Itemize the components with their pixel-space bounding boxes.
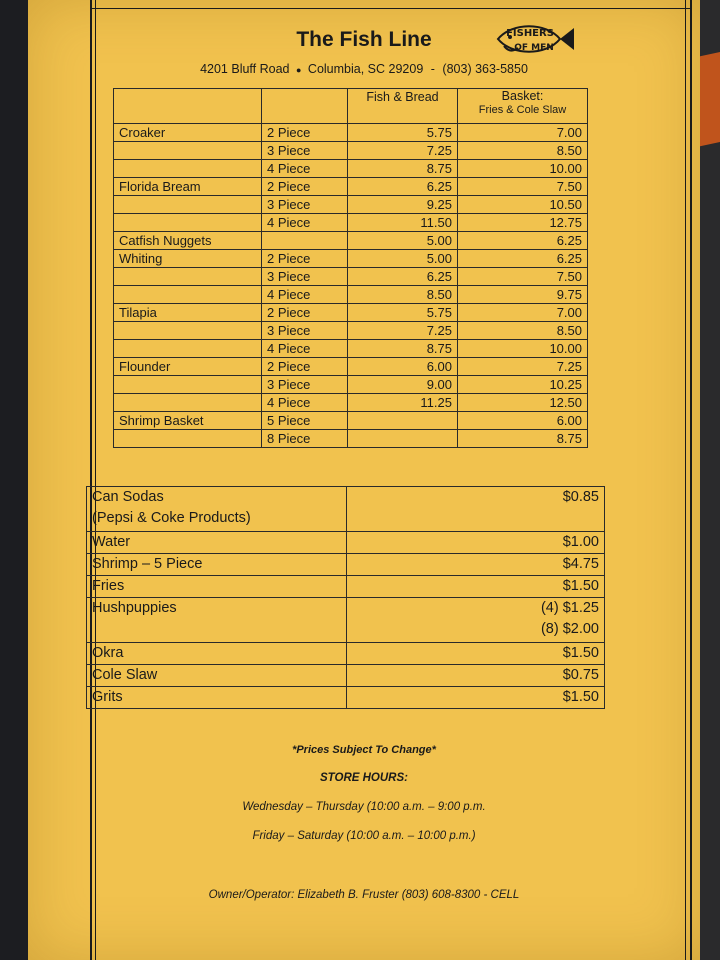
fish-name [114,268,262,286]
store-hours-weekend: Friday – Saturday (10:00 a.m. – 10:00 p.m.) [252,830,476,842]
basket-price: 7.00 [458,124,588,142]
fish-bread-price [348,430,458,448]
fish-bread-price: 5.75 [348,304,458,322]
side-item-row [87,554,605,576]
fish-row [114,322,588,340]
fish-name [114,142,262,160]
owner-contact: Owner/Operator: Elizabeth B. Fruster (803) 608-8300 - CELL [208,889,520,901]
fish-bread-price: 8.75 [348,340,458,358]
piece-count: 4 Piece [262,286,348,304]
fish-price-table [113,88,588,448]
side-item-price [347,554,605,576]
fish-name [114,286,262,304]
fish-bread-price: 5.75 [348,124,458,142]
piece-count: 3 Piece [262,142,348,160]
side-price-value: $1.50 [562,689,599,705]
piece-count: 5 Piece [262,412,348,430]
basket-price: 8.50 [458,142,588,160]
header-fish-bread: Fish & Bread [348,89,458,124]
side-price-value: $0.85 [562,489,599,505]
side-item-label: Can Sodas [92,489,164,505]
side-price-value: $4.75 [562,556,599,572]
side-item-price [347,643,605,665]
side-item-price [347,665,605,687]
border-right-inner [685,0,686,960]
header-basket-title: Basket: [501,89,544,103]
fish-bread-price [348,412,458,430]
side-item-row [87,598,605,643]
fish-name [114,430,262,448]
fish-bread-price: 8.50 [348,286,458,304]
side-price-value: $1.00 [562,534,599,550]
fish-row [114,304,588,322]
fish-name [114,214,262,232]
fish-row [114,412,588,430]
basket-price: 7.00 [458,304,588,322]
fish-name: Whiting [114,250,262,268]
side-item-row [87,487,605,532]
menu-title: The Fish Line [296,28,432,51]
border-left-inner [95,0,96,960]
basket-price: 8.75 [458,430,588,448]
piece-count: 3 Piece [262,268,348,286]
dash-separator: - [430,62,435,76]
sides-price-table [86,486,605,709]
side-item-label: Water [92,534,131,550]
side-item-row [87,665,605,687]
piece-count [262,232,348,250]
side-item-row [87,643,605,665]
fish-row [114,178,588,196]
piece-count: 4 Piece [262,394,348,412]
side-price-value: $0.75 [562,667,599,683]
side-item-price [347,598,605,643]
fish-name: Croaker [114,124,262,142]
bullet-separator: ● [296,65,302,75]
piece-count: 3 Piece [262,322,348,340]
fish-row [114,376,588,394]
fish-row [114,124,588,142]
piece-count: 2 Piece [262,304,348,322]
fish-bread-price: 6.25 [348,268,458,286]
side-item-price [347,687,605,709]
side-item-name [87,554,347,576]
side-item-label: Hushpuppies [92,600,177,616]
side-item-price [347,576,605,598]
basket-price: 10.00 [458,160,588,178]
city-state-zip: Columbia, SC 29209 [307,62,424,76]
svg-text:OF MEN: OF MEN [514,43,554,53]
side-item-row [87,532,605,554]
fish-name [114,196,262,214]
basket-price: 6.00 [458,412,588,430]
border-top [90,8,692,9]
basket-price: 9.75 [458,286,588,304]
piece-count: 3 Piece [262,196,348,214]
piece-count: 2 Piece [262,178,348,196]
piece-count: 2 Piece [262,358,348,376]
fish-row [114,232,588,250]
fish-row [114,340,588,358]
phone-number: (803) 363-5850 [442,62,528,76]
fish-bread-price: 9.25 [348,196,458,214]
fish-name: Flounder [114,358,262,376]
fish-bread-price: 11.25 [348,394,458,412]
basket-price: 12.75 [458,214,588,232]
basket-price: 12.50 [458,394,588,412]
fish-row [114,430,588,448]
fish-name: Tilapia [114,304,262,322]
piece-count: 8 Piece [262,430,348,448]
prices-note: *Prices Subject To Change* [292,744,436,756]
fish-name: Shrimp Basket [114,412,262,430]
side-price-value-2: (8) $2.00 [540,621,599,637]
side-price-value: $1.50 [562,578,599,594]
fish-name [114,340,262,358]
fish-bread-price: 6.00 [348,358,458,376]
side-item-sublabel: (Pepsi & Coke Products) [92,510,251,526]
fish-bread-price: 9.00 [348,376,458,394]
side-item-row [87,576,605,598]
header-basket [458,89,588,124]
fish-bread-price: 7.25 [348,142,458,160]
store-hours-title: STORE HOURS: [320,772,408,784]
fish-name: Catfish Nuggets [114,232,262,250]
basket-price: 7.50 [458,268,588,286]
side-item-label: Fries [92,578,125,594]
side-item-name [87,487,347,532]
header-blank-1 [114,89,262,124]
side-item-name [87,576,347,598]
piece-count: 2 Piece [262,250,348,268]
fish-bread-price: 5.00 [348,232,458,250]
fish-bread-price: 8.75 [348,160,458,178]
fish-row [114,394,588,412]
side-item-name [87,665,347,687]
fish-name: Florida Bream [114,178,262,196]
side-item-label: Shrimp – 5 Piece [92,556,203,572]
header-basket-subtitle: Fries & Cole Slaw [478,104,567,116]
menu-sheet [28,0,700,960]
fish-name [114,376,262,394]
fish-row [114,214,588,232]
side-item-price [347,487,605,532]
side-item-name [87,598,347,643]
fish-row [114,268,588,286]
piece-count: 4 Piece [262,160,348,178]
fish-bread-price: 6.25 [348,178,458,196]
basket-price: 10.50 [458,196,588,214]
basket-price: 7.50 [458,178,588,196]
fish-table-header [114,89,588,124]
basket-price: 6.25 [458,250,588,268]
piece-count: 3 Piece [262,376,348,394]
side-item-label: Grits [92,689,123,705]
piece-count: 4 Piece [262,340,348,358]
street-address: 4201 Bluff Road [200,62,290,76]
basket-price: 7.25 [458,358,588,376]
fish-row [114,142,588,160]
side-item-name [87,687,347,709]
piece-count: 4 Piece [262,214,348,232]
svg-text:FISHERS: FISHERS [506,28,554,39]
fish-row [114,250,588,268]
side-item-label: Okra [92,645,124,661]
address-line [28,62,700,76]
fish-name [114,160,262,178]
border-left-outer [90,0,92,960]
basket-price: 10.25 [458,376,588,394]
basket-price: 10.00 [458,340,588,358]
side-item-label: Cole Slaw [92,667,158,683]
fish-bread-price: 11.50 [348,214,458,232]
border-right-outer [690,0,692,960]
header-blank-2 [262,89,348,124]
fish-row [114,160,588,178]
side-item-row [87,687,605,709]
fish-name [114,394,262,412]
basket-price: 8.50 [458,322,588,340]
side-price-value: $1.50 [562,645,599,661]
fish-row [114,358,588,376]
basket-price: 6.25 [458,232,588,250]
store-hours-weekday: Wednesday – Thursday (10:00 a.m. – 9:00 p.m. [242,801,486,813]
side-item-name [87,532,347,554]
side-price-value: (4) $1.25 [540,600,599,616]
fish-row [114,286,588,304]
fish-bread-price: 7.25 [348,322,458,340]
fish-name [114,322,262,340]
fish-bread-price: 5.00 [348,250,458,268]
fish-row [114,196,588,214]
fishers-of-men-logo [490,18,576,60]
side-item-name [87,643,347,665]
side-item-price [347,532,605,554]
piece-count: 2 Piece [262,124,348,142]
